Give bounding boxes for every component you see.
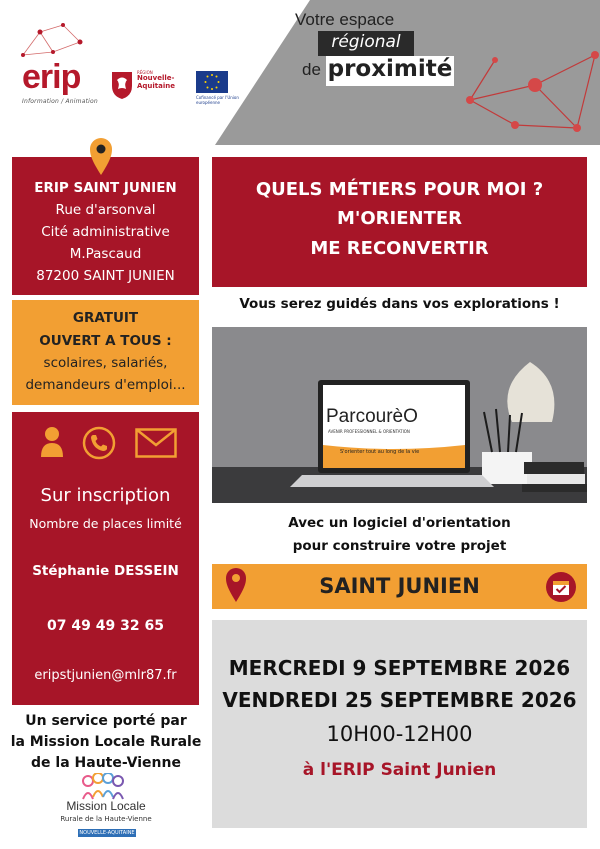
- free-line: scolaires, salariés,: [43, 355, 168, 371]
- contact-phone[interactable]: 07 49 49 32 65: [47, 618, 164, 634]
- tagline-prefix: de: [302, 60, 321, 79]
- mission-locale-region: NOUVELLE-AQUITAINE: [79, 830, 135, 836]
- mission-locale-title: Mission Locale: [66, 799, 146, 813]
- event-time: 10H00-12H00: [326, 722, 473, 746]
- service-line: de la Haute-Vienne: [31, 755, 181, 771]
- address-line: M.Pascaud: [69, 246, 142, 262]
- region-lion-logo: [110, 70, 134, 100]
- headline-panel: [212, 157, 587, 287]
- parcoureo-slogan: S'orienter tout au long de la vie: [340, 449, 420, 455]
- region-small-label: RÉGION: [137, 70, 153, 75]
- tagline-line-1: Votre espace: [295, 10, 395, 29]
- event-date: VENDREDI 25 SEPTEMBRE 2026: [222, 688, 577, 712]
- calendar-icon: [545, 571, 577, 603]
- contact-panel: [12, 412, 199, 705]
- city-name: SAINT JUNIEN: [319, 574, 480, 598]
- software-text: pour construire votre projet: [292, 538, 507, 554]
- address-line: ERIP SAINT JUNIEN: [34, 180, 177, 196]
- parcoureo-logo-subtitle: AVENIR PROFESSIONNEL & ORIENTATION: [328, 429, 410, 434]
- region-name: Nouvelle-Aquitaine: [137, 74, 176, 90]
- event-place: à l'ERIP Saint Junien: [302, 760, 497, 780]
- service-line: Un service porté par: [25, 713, 187, 729]
- erip-logo-subtitle: Information / Animation: [22, 98, 98, 105]
- service-line: la Mission Locale Rurale: [10, 734, 202, 750]
- address-line: 87200 SAINT JUNIEN: [36, 268, 175, 284]
- location-pin-icon: [88, 137, 114, 177]
- person-icon: [40, 426, 64, 458]
- mail-icon: [135, 428, 177, 458]
- headline-line: M'ORIENTER: [336, 208, 463, 229]
- mission-locale-logo: [80, 773, 126, 801]
- parcoureo-logo: ParcourèO: [326, 406, 418, 427]
- free-line: OUVERT A TOUS :: [39, 333, 172, 349]
- erip-logo-text: erip: [22, 58, 81, 96]
- address-line: Cité administrative: [41, 224, 170, 240]
- guided-text: Vous serez guidés dans vos explorations !: [239, 296, 560, 312]
- phone-icon: [82, 426, 116, 460]
- eu-flag-icon: [196, 71, 228, 93]
- free-line: GRATUIT: [72, 310, 139, 326]
- software-text: Avec un logiciel d'orientation: [288, 515, 511, 531]
- tagline-line-3: proximité: [327, 56, 453, 82]
- address-panel: [12, 157, 199, 295]
- free-access-panel: [12, 300, 199, 405]
- event-date: MERCREDI 9 SEPTEMBRE 2026: [228, 656, 571, 680]
- contact-name: Stéphanie DESSEIN: [32, 563, 179, 579]
- free-line: demandeurs d'emploi...: [25, 377, 186, 393]
- address-line: Rue d'arsonval: [55, 202, 156, 218]
- limited-places-label: Nombre de places limité: [29, 516, 182, 531]
- tagline-line-2: régional: [331, 32, 401, 52]
- contact-email[interactable]: eripstjunien@mlr87.fr: [34, 668, 177, 683]
- headline-line: QUELS MÉTIERS POUR MOI ?: [255, 179, 544, 200]
- eu-funding-text: Cofinancé par l'Union européenne: [196, 95, 239, 105]
- mission-locale-subtitle: Rurale de la Haute-Vienne: [60, 815, 152, 823]
- registration-label: Sur inscription: [40, 485, 171, 506]
- headline-line: ME RECONVERTIR: [310, 238, 489, 259]
